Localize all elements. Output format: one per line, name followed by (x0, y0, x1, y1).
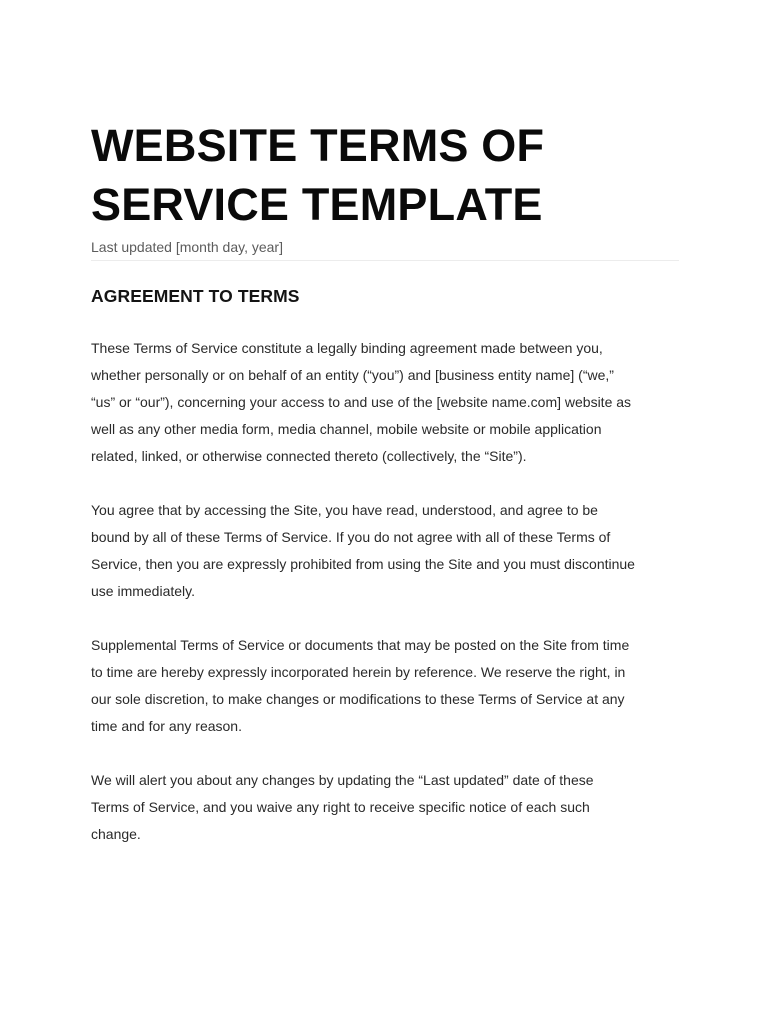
paragraph-line: “us” or “our”), concerning your access to and use of the [website name.com] website as (91, 394, 632, 410)
paragraph-line: our sole discretion, to make changes or modifications to these Terms of Service at any (91, 691, 625, 707)
last-updated-text: Last updated [month day, year] (91, 238, 679, 261)
title-line-2: SERVICE TEMPLATE (91, 179, 543, 230)
paragraph (91, 497, 679, 605)
paragraph-line: Terms of Service, and you waive any right to receive specific notice of each such (91, 799, 590, 815)
paragraph-line: bound by all of these Terms of Service. If you do not agree with all of these Terms of (91, 529, 611, 545)
document-content (91, 116, 679, 875)
paragraph-line: Supplemental Terms of Service or documents that may be posted on the Site from time (91, 637, 630, 653)
paragraph-line: related, linked, or otherwise connected thereto (collectively, the “Site”). (91, 448, 527, 464)
page-title (91, 116, 679, 234)
section-heading: AGREEMENT TO TERMS (91, 286, 300, 306)
paragraph (91, 767, 679, 848)
paragraph-line: change. (91, 826, 141, 842)
body-paragraphs (91, 335, 679, 848)
paragraph-line: Service, then you are expressly prohibited from using the Site and you must discontinue (91, 556, 635, 572)
paragraph (91, 632, 679, 740)
paragraph-line: time and for any reason. (91, 718, 242, 734)
paragraph-line: to time are hereby expressly incorporated herein by reference. We reserve the right, in (91, 664, 626, 680)
paragraph-line: use immediately. (91, 583, 196, 599)
title-line-1: WEBSITE TERMS OF (91, 120, 545, 171)
paragraph-line: You agree that by accessing the Site, you have read, understood, and agree to be (91, 502, 598, 518)
paragraph-line: These Terms of Service constitute a legally binding agreement made between you, (91, 340, 603, 356)
paragraph-line: whether personally or on behalf of an entity (“you”) and [business entity name] (“we,” (91, 367, 614, 383)
paragraph (91, 335, 679, 470)
paragraph-line: We will alert you about any changes by updating the “Last updated” date of these (91, 772, 594, 788)
paragraph-line: well as any other media form, media channel, mobile website or mobile application (91, 421, 602, 437)
